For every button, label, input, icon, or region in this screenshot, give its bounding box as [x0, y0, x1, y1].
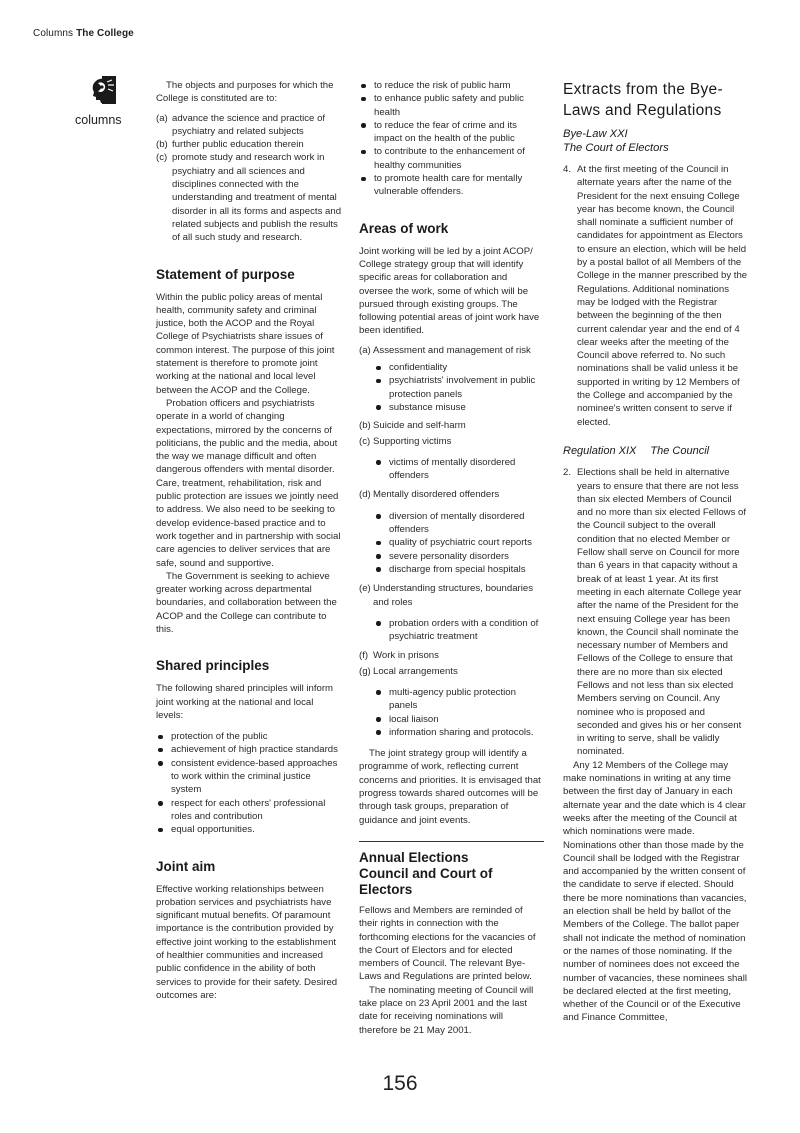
list-marker: (a): [359, 344, 371, 356]
page-number: 156: [382, 1072, 418, 1095]
list-marker: (g): [359, 665, 371, 677]
regulation-paragraph: Any 12 Members of the College may make nominations in writing at any time between the first day of January in each alternate year and the date which is 4 clear weeks after the meeting of the Council at which nominations were made. Nominations other than those made by the Council shall be lodged with the Registrar and accompanied by the written consent of the candidate to serve if elected. Should there be more nominations than vacancies, an election shall be held by ballot of the Members of the College. The ballot paper shall not indicate the method of nomination or the names of those nominating. If the number of nominees does not exceed the number of vacancies, these nominees shall be declared elected at the first meeting, whether of the Council or of the Executive and Finance Committee,: [563, 759, 747, 1024]
area-item: [359, 435, 544, 483]
list-marker: (f): [359, 650, 369, 662]
list-item: to promote health care for mentally vulnerable offenders.: [359, 172, 544, 199]
list-item: to contribute to the enhancement of healthy communities: [359, 145, 544, 172]
column-2: [359, 79, 544, 1037]
areas-intro: Joint working will be led by a joint ACOP/ College strategy group that will identify specific areas for collaboration and oversee the work, some of which will be pursued through existing groups. The following potential areas of joint work have been identified.: [359, 245, 540, 337]
list-text: advance the science and practice of psychiatry and related subjects: [172, 112, 326, 137]
regulation-list: [563, 466, 748, 759]
regulation-subtitle: The Council: [650, 444, 710, 457]
list-marker: (b): [156, 139, 168, 151]
area-label-text: Assessment and management of risk: [373, 344, 531, 356]
area-label: [359, 649, 544, 662]
area-label-text: Understanding structures, boundaries and roles: [373, 583, 533, 608]
area-sublist: [359, 361, 544, 414]
heading-areas-of-work: Areas of work: [359, 220, 449, 236]
area-item: [359, 665, 544, 739]
area-item: [359, 488, 544, 576]
list-item: severe personality disorders: [359, 550, 544, 563]
list-item: [156, 138, 342, 151]
objects-list: [156, 112, 342, 245]
list-item: multi-agency public protection panels: [359, 686, 544, 713]
section-divider: [359, 841, 544, 842]
heading-annual-elections: [359, 850, 544, 898]
list-marker: (b): [359, 420, 371, 432]
list-text: Elections shall be held in alternative years to ensure that there are not less than six elected Members of Council and no more than six elected Fellows of the Council subject to the overall condition that no elected Member or Fellow shall serve on Council for more than 6 years in that capacity without a break of at least 1 year. At its first meeting in each alternate College year after the name of the President for the next ensuing College year has been known, the Council shall nominate the necessary number of Members and Fellows of the College to ensure that there are no more than six elected Fellows and not less than six elected Members serving on Council. Any nominee who is proposed and seconded and gives his or her consent in writing to serve, shall be validly nominated.: [577, 467, 747, 758]
area-sublist: [359, 617, 544, 644]
heading-line: Annual Elections: [359, 849, 469, 865]
list-item: probation orders with a condition of psychiatric treatment: [359, 617, 544, 644]
area-label-text: Suicide and self-harm: [373, 420, 466, 432]
purpose-paragraph: Probation officers and psychiatrists operate in a world of changing expectations, mirrored by the concerns of politicians, the public and the media, about the way we manage difficult and often dangerous offenders with mental disorder. Care, treatment, rehabilitation, risk and public protection are issues we jointly need to address. We also need to be seeking to develop evidence-based practice and to work together and in partnership with social care agencies to deliver services that are safe, sound and supportive.: [156, 397, 341, 569]
regulation-title: Regulation XIX: [563, 444, 637, 457]
list-item: to reduce the fear of crime and its impact on the health of the public: [359, 119, 544, 146]
area-sublist: [359, 686, 544, 739]
area-label-text: Supporting victims: [373, 435, 452, 447]
byelaw-subtitle: The Court of Electors: [563, 142, 669, 154]
list-item: confidentiality: [359, 361, 544, 374]
list-item: information sharing and protocols.: [359, 726, 544, 739]
principles-list: [156, 730, 342, 836]
heading-shared-principles: Shared principles: [156, 658, 270, 674]
list-item: achievement of high practice standards: [156, 743, 342, 756]
list-marker: (e): [359, 583, 371, 595]
elections-paragraph: The nominating meeting of Council will take place on 23 April 2001 and the last date for receiving nominations will therefore be 21 May 2001.: [359, 984, 534, 1036]
list-marker: (a): [156, 112, 168, 124]
list-marker: 2.: [563, 467, 572, 479]
area-sublist: [359, 510, 544, 576]
list-item: [563, 163, 748, 429]
list-item: respect for each others' professional roles and contribution: [156, 797, 342, 824]
byelaw-list: [563, 163, 748, 429]
list-item: diversion of mentally disordered offenders: [359, 510, 544, 537]
heading-extracts: Extracts from the Bye-Laws and Regulations: [563, 81, 723, 119]
list-item: local liaison: [359, 713, 544, 726]
area-label: [359, 488, 544, 501]
list-item: discharge from special hospitals: [359, 563, 544, 576]
strategy-paragraph: The joint strategy group will identify a programme of work, reflecting current concerns and priorities. It is envisaged that progress towards shared outcomes will be through task groups, preparation of guidance and joint events.: [359, 748, 541, 826]
list-item: psychiatrists' involvement in public protection panels: [359, 374, 544, 401]
list-item: to enhance public safety and public health: [359, 92, 544, 119]
regulation-heading: [563, 445, 748, 458]
area-item: [359, 344, 544, 414]
column-1: [156, 79, 342, 1002]
elections-paragraph: Fellows and Members are reminded of their rights in connection with the forthcoming elections for the vacancies of the Court of Electors and for elected members of Council. The relevant Bye-Laws and Regulations are printed below.: [359, 904, 536, 983]
list-text: At the first meeting of the Council in alternate years after the name of the President for the next ensuing College year has become known, the Council shall nominate a sufficient number of candidates for appointment as Electors to ensure an election, which will be held by a postal ballot of all Members of the College in the manner prescribed by the Regulations. Additional nominations may be lodged with the Registrar between the beginning of the then current calendar year and the end of 4 clear weeks after the meeting of the Council above referred to. No such nominations shall be valid unless it be supported in writing by 12 Members of the College and accompanied by the nominee's written consent to serve if elected.: [577, 164, 748, 428]
area-label-text: Mentally disordered offenders: [373, 489, 500, 501]
list-item: [156, 112, 342, 139]
purpose-paragraph: The Government is seeking to achieve greater working across departmental boundaries, and collaboration between the ACOP and the College can contribute to this.: [156, 570, 337, 635]
list-item: victims of mentally disordered offenders: [359, 456, 544, 483]
list-item: protection of the public: [156, 730, 342, 743]
principles-intro: The following shared principles will inform joint working at the national and local levels:: [156, 683, 334, 721]
byelaw-title: Bye-Law XXI: [563, 128, 628, 140]
list-item: to reduce the risk of public harm: [359, 79, 544, 92]
head-profile-icon: [90, 76, 116, 104]
list-item: [156, 151, 342, 244]
column-3: [563, 79, 748, 1025]
list-item: consistent evidence-based approaches to work within the criminal justice system: [156, 757, 342, 797]
list-item: quality of psychiatric court reports: [359, 536, 544, 549]
list-text: further public education therein: [172, 139, 304, 151]
area-item: [359, 649, 544, 662]
outcomes-list: [359, 79, 544, 199]
heading-line: Council and Court of Electors: [359, 865, 493, 897]
area-item: [359, 419, 544, 432]
header-section: Columns: [33, 28, 74, 39]
area-label: [359, 582, 544, 609]
area-label: [359, 665, 544, 678]
area-label: [359, 435, 544, 448]
list-marker: (c): [359, 435, 371, 447]
header-title: The College: [76, 28, 134, 39]
objects-intro: The objects and purposes for which the College is constituted are to:: [156, 80, 334, 105]
area-label: [359, 419, 544, 432]
list-item: substance misuse: [359, 401, 544, 414]
list-marker: 4.: [563, 164, 572, 175]
aim-paragraph: Effective working relationships between probation services and psychiatrists have significant mutual benefits. Of paramount importance is the contribution provided by effective joint working to the establishment of healthier communities and increased public confidence in the ability of both services to provide for their safety. Desired outcomes are:: [156, 883, 338, 1001]
heading-joint-aim: Joint aim: [156, 858, 216, 874]
list-item: [563, 466, 748, 759]
logo-label: columns: [75, 113, 122, 127]
list-item: equal opportunities.: [156, 823, 342, 836]
area-item: [359, 582, 544, 643]
area-label: [359, 344, 544, 357]
list-marker: (d): [359, 489, 371, 501]
running-header: [33, 28, 134, 39]
area-label-text: Work in prisons: [373, 650, 439, 662]
list-text: promote study and research work in psychiatry and all sciences and disciplines connected with the understanding and treatment of mental disorder in all its forms and aspects and related subjects and publish the results of all such study and research.: [172, 152, 342, 244]
area-label-text: Local arrangements: [373, 665, 458, 677]
heading-statement-of-purpose: Statement of purpose: [156, 266, 295, 282]
purpose-paragraph: Within the public policy areas of mental health, community safety and criminal justice, both the ACOP and the Royal College of Psychiatrists share issues of common interest. The purpose of this joint statement is therefore to promote joint working at the national and local level between the ACOP and the College.: [156, 291, 335, 396]
area-sublist: [359, 456, 544, 483]
list-marker: (c): [156, 152, 168, 164]
